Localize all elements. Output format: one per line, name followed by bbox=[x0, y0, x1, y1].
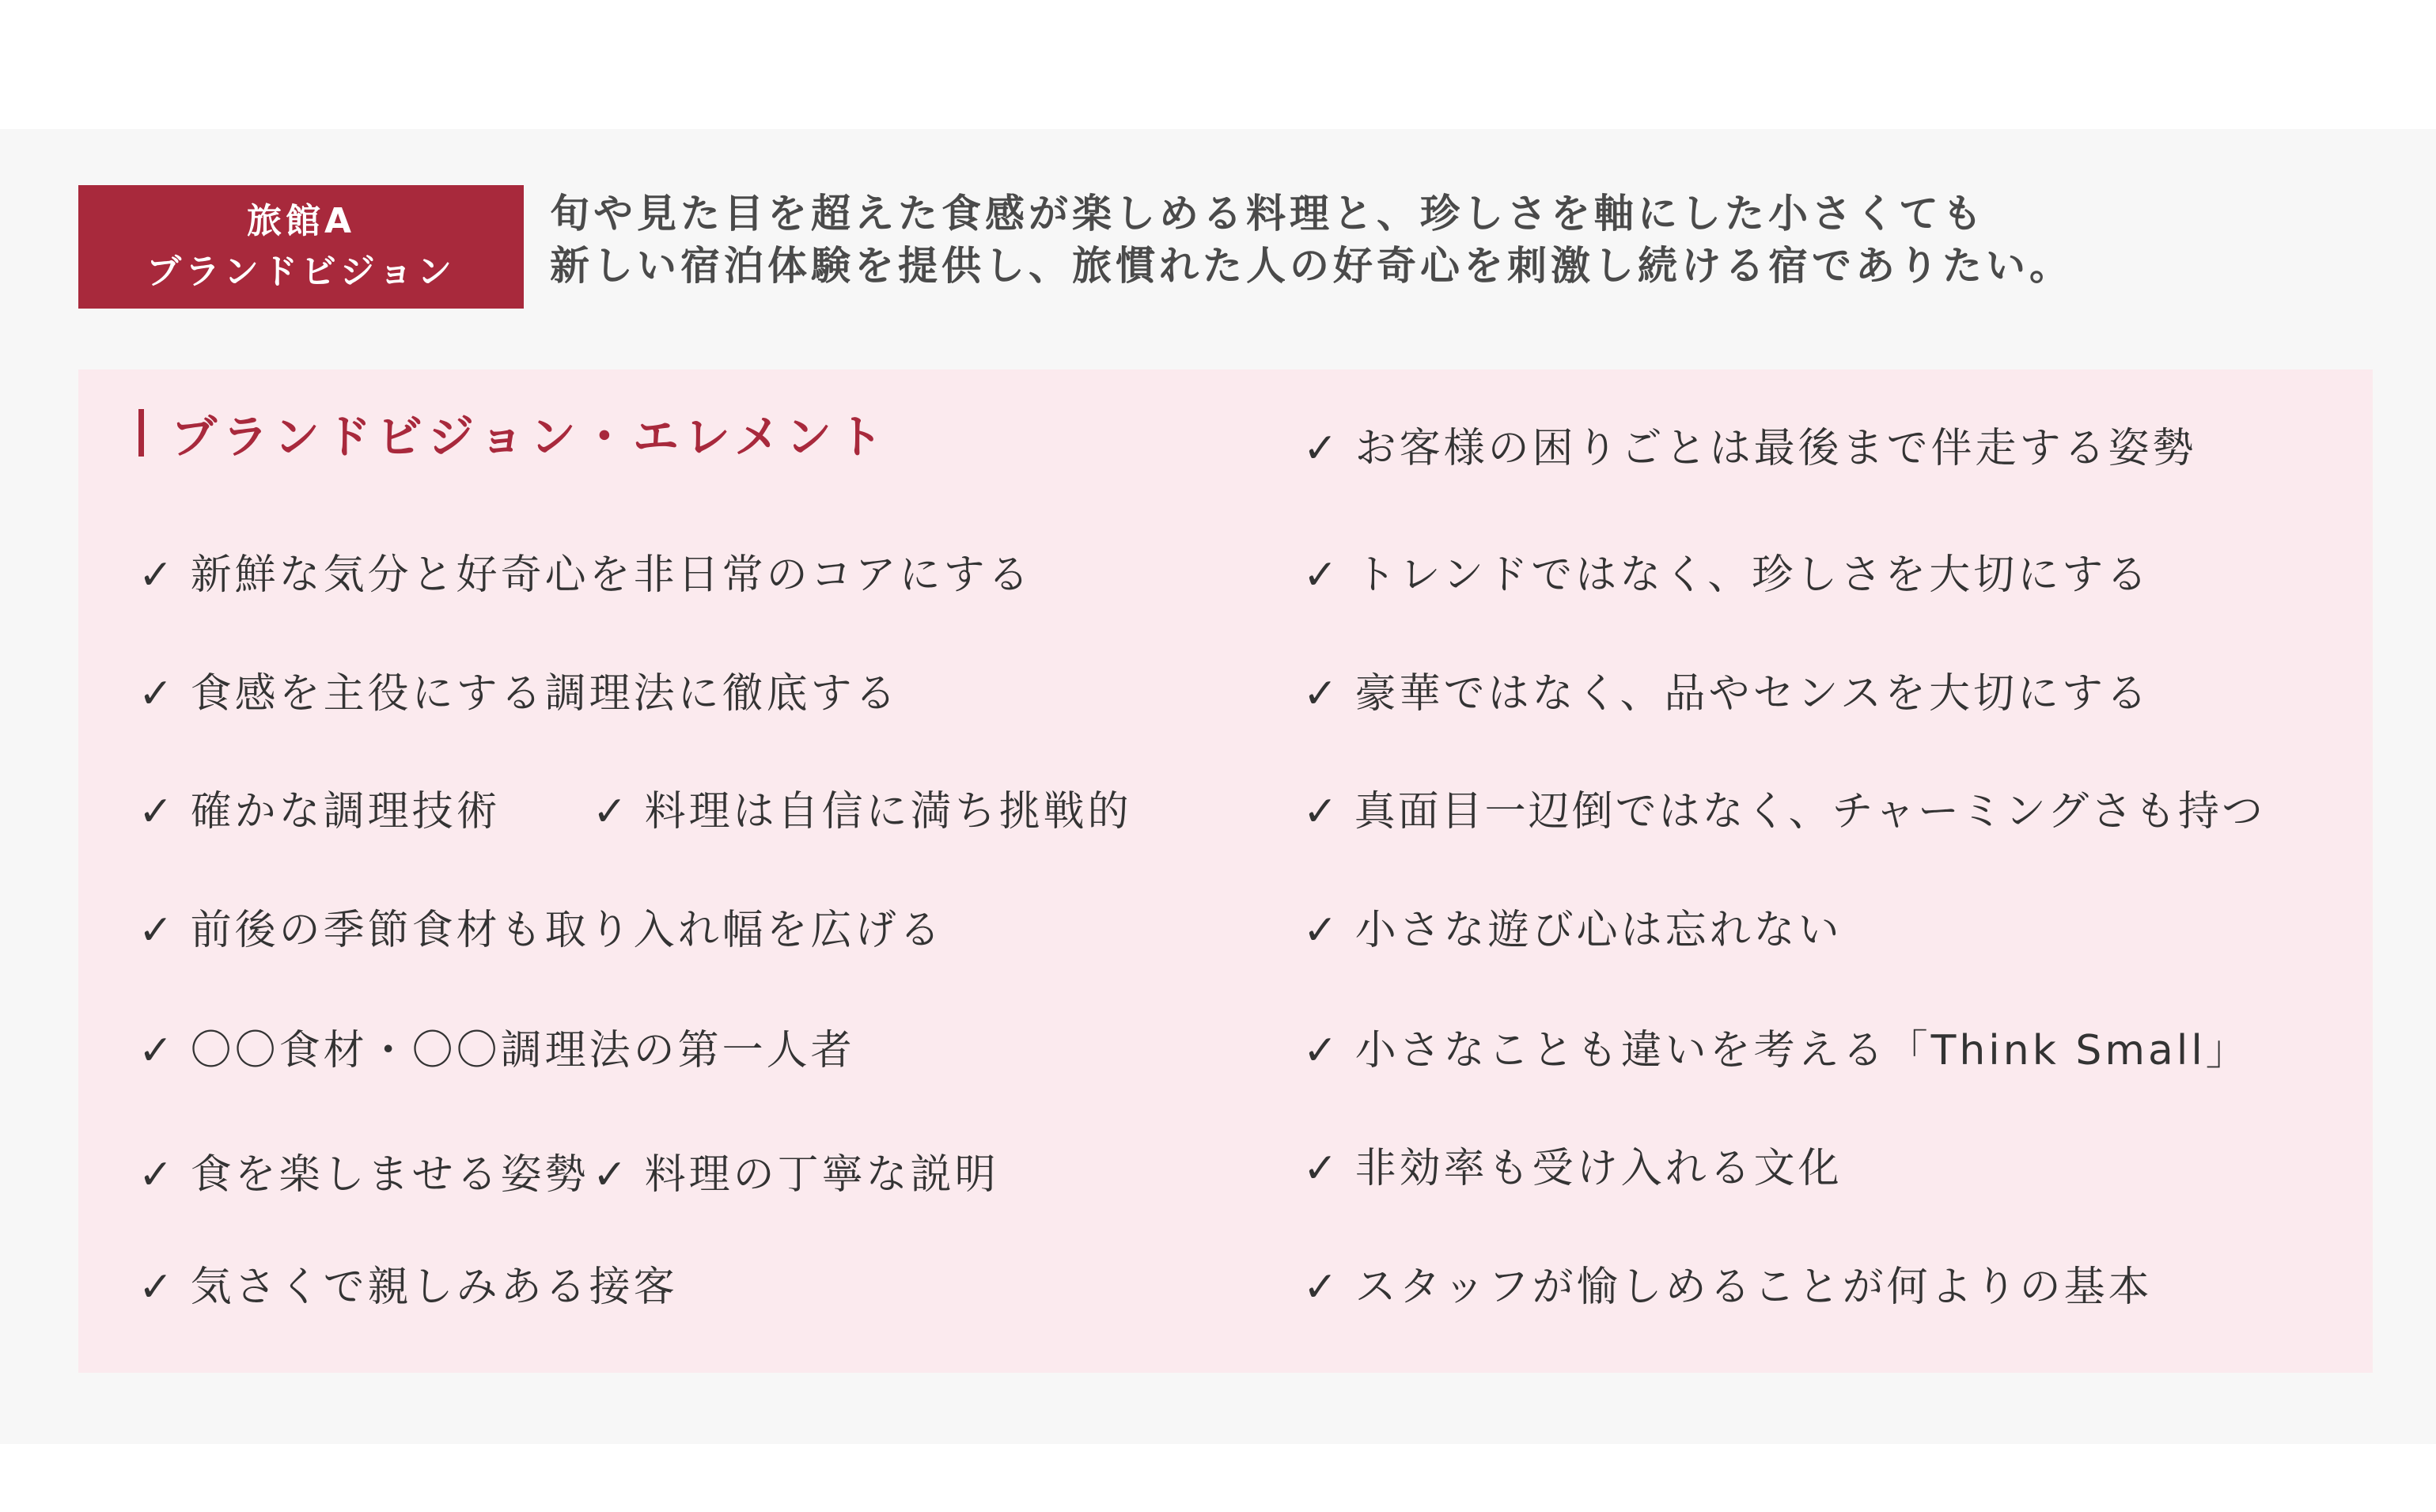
item-text: スタッフが愉しめることが何よりの基本 bbox=[1354, 1264, 2153, 1311]
list-item bbox=[138, 1147, 589, 1203]
item-text: 真面目一辺倒ではなく、チャーミングさも持つ bbox=[1354, 788, 2265, 836]
check-icon: ✓ bbox=[593, 788, 631, 836]
check-icon: ✓ bbox=[593, 1151, 631, 1199]
item-text: 小さなことも違いを考える「Think Small」 bbox=[1354, 1027, 2250, 1074]
list-item bbox=[138, 1260, 678, 1315]
list-item bbox=[593, 784, 1132, 839]
vision-line-1: 旬や見た目を超えた食感が楽しめる料理と、珍しさを軸にした小さくても bbox=[550, 191, 1986, 237]
check-icon: ✓ bbox=[1303, 670, 1341, 718]
item-text: トレンドではなく、珍しさを大切にする bbox=[1354, 551, 2151, 599]
item-text: 非効率も受け入れる文化 bbox=[1354, 1145, 1843, 1192]
item-text: 〇〇食材・〇〇調理法の第一人者 bbox=[190, 1027, 855, 1074]
check-icon: ✓ bbox=[138, 788, 176, 836]
check-icon: ✓ bbox=[1303, 1264, 1341, 1311]
list-item bbox=[593, 1147, 999, 1203]
item-text: 料理は自信に満ち挑戦的 bbox=[644, 788, 1132, 836]
list-item bbox=[138, 1023, 855, 1078]
check-icon: ✓ bbox=[1303, 551, 1341, 599]
check-icon: ✓ bbox=[138, 1151, 176, 1199]
check-icon: ✓ bbox=[138, 670, 176, 718]
list-item bbox=[1303, 1023, 2250, 1078]
check-icon: ✓ bbox=[1303, 1145, 1341, 1192]
check-icon: ✓ bbox=[138, 1027, 176, 1074]
check-icon: ✓ bbox=[1303, 425, 1341, 472]
check-icon: ✓ bbox=[138, 1264, 176, 1311]
list-item bbox=[1303, 784, 2265, 839]
list-item bbox=[1303, 421, 2197, 476]
elements-title bbox=[138, 401, 888, 464]
badge-line-2: ブランドビジョン bbox=[146, 252, 457, 292]
list-item bbox=[1303, 548, 2150, 603]
check-icon: ✓ bbox=[1303, 788, 1340, 836]
list-item bbox=[1303, 1260, 2153, 1315]
list-item bbox=[138, 548, 1032, 603]
list-item bbox=[138, 666, 900, 722]
item-text: 豪華ではなく、品やセンスを大切にする bbox=[1354, 670, 2150, 718]
item-text: 食を楽しませる姿勢 bbox=[190, 1151, 589, 1199]
item-text: 気さくで親しみある接客 bbox=[190, 1264, 678, 1311]
elements-title-text: ブランドビジョン・エレメント bbox=[171, 410, 889, 464]
brand-vision-badge bbox=[78, 185, 524, 309]
check-icon: ✓ bbox=[1303, 1027, 1341, 1074]
list-item bbox=[1303, 903, 1843, 958]
item-text: 確かな調理技術 bbox=[190, 788, 501, 836]
vision-line-2: 新しい宿泊体験を提供し、旅慣れた人の好奇心を刺激し続ける宿でありたい。 bbox=[550, 243, 2073, 289]
brand-vision-elements-box bbox=[78, 369, 2373, 1373]
list-item bbox=[138, 903, 944, 958]
list-item bbox=[1303, 666, 2150, 722]
item-text: 前後の季節食材も取り入れ幅を広げる bbox=[190, 907, 944, 954]
brand-vision-statement bbox=[550, 188, 2417, 292]
item-text: 新鮮な気分と好奇心を非日常のコアにする bbox=[190, 551, 1032, 599]
list-item bbox=[138, 784, 501, 839]
check-icon: ✓ bbox=[1303, 907, 1341, 954]
list-item bbox=[1303, 1141, 1843, 1196]
badge-line-1: 旅館A bbox=[246, 201, 356, 241]
item-text: お客様の困りごとは最後まで伴走する姿勢 bbox=[1354, 425, 2197, 472]
check-icon: ✓ bbox=[138, 907, 176, 954]
item-text: 小さな遊び心は忘れない bbox=[1354, 907, 1843, 954]
title-accent-bar bbox=[138, 409, 144, 457]
item-text: 料理の丁寧な説明 bbox=[644, 1151, 999, 1199]
item-text: 食感を主役にする調理法に徹底する bbox=[190, 670, 900, 718]
check-icon: ✓ bbox=[138, 551, 176, 599]
